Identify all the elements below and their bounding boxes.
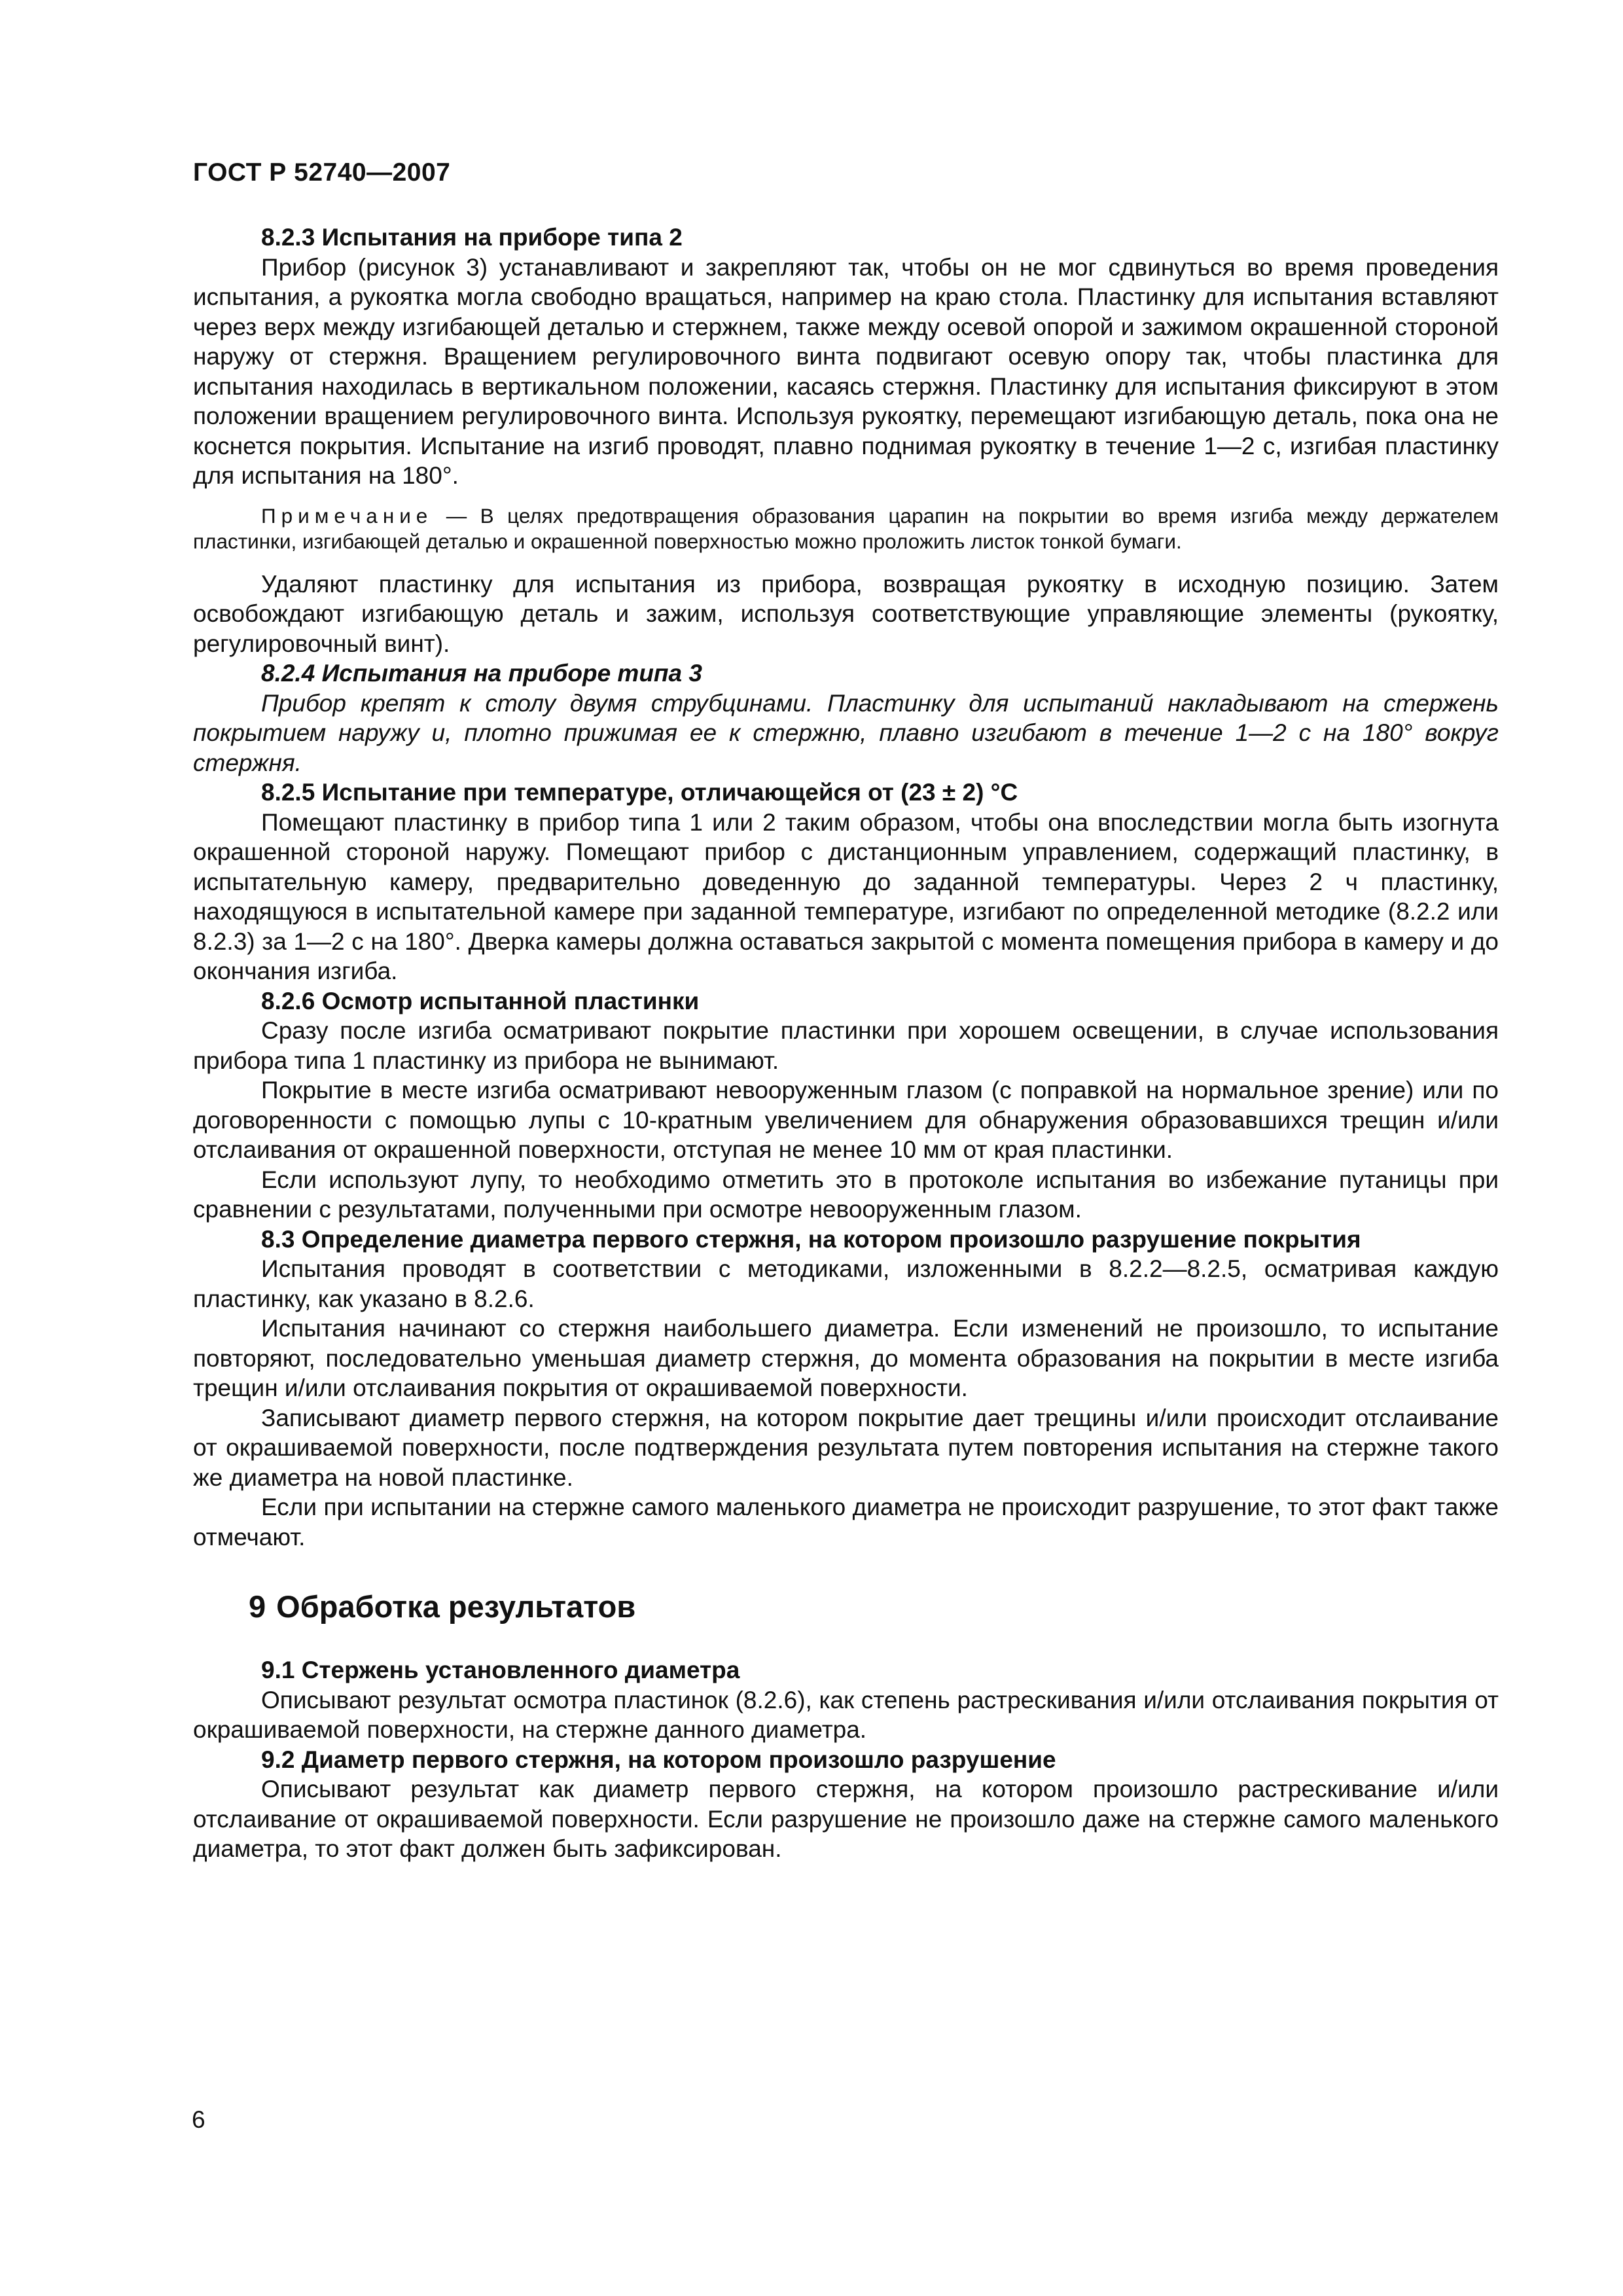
- section-8-2-5-title: 8.2.5 Испытание при температуре, отличающейся от (23 ± 2) °С: [261, 779, 1018, 806]
- section-8-3-title: 8.3 Определение диаметра первого стержня, на котором произошло разрушение покрытия: [261, 1225, 1361, 1253]
- section-8-2-6-paragraph-3: Если используют лупу, то необходимо отметить это в протоколе испытания во избежание путаницы при сравнении с результатами, полученными при осмотре невооруженным глазом.: [193, 1166, 1499, 1223]
- page-content: [193, 223, 1499, 1864]
- note-text: — В целях предотвращения образования царапин на покрытии во время изгиба между держателем пластинки, изгибающей деталью и окрашенной поверхностью можно проложить листок тонкой бумаги.: [193, 503, 1499, 553]
- section-9-2-title: 9.2 Диаметр первого стержня, на котором произошло разрушение: [261, 1746, 1056, 1773]
- chapter-title: Обработка результатов: [276, 1589, 636, 1624]
- chapter-number: 9: [249, 1589, 266, 1624]
- section-8-2-5-paragraph-1: Помещают пластинку в прибор типа 1 или 2 таким образом, чтобы она впоследствии могла быть изогнута окрашенной стороной наружу. Помещают прибор с дистанционным управлением, содержащий пластинку, в испытательную камеру, предварительно доведенную до заданной температуры. Через 2 ч пластинку, находящуюся в испытательной камере при заданной температуре, изгибают по определенной методике (8.2.2 или 8.2.3) за 1—2 с на 180°. Дверка камеры должна оставаться закрытой с момента помещения прибора в камеру и до окончания изгиба.: [193, 808, 1499, 984]
- section-9-2-paragraph-1: Описывают результат как диаметр первого стержня, на котором произошло растрескивание и/или отслаивание от окрашиваемой поверхности. Если разрушение не произошло даже на стержне самого маленького диаметра, то этот факт должен быть зафиксирован.: [193, 1776, 1499, 1862]
- section-8-3-paragraph-4: Если при испытании на стержне самого маленького диаметра не происходит разрушение, то этот факт также отмечают.: [193, 1494, 1499, 1551]
- section-8-3-paragraph-2: Испытания начинают со стержня наибольшего диаметра. Если изменений не произошло, то испытание повторяют, последовательно уменьшая диаметр стержня, до момента образования на покрытии в месте изгиба трещин и/или отслаивания покрытия от окрашиваемой поверхности.: [193, 1315, 1499, 1401]
- section-8-2-6-paragraph-2: Покрытие в месте изгиба осматривают невооруженным глазом (с поправкой на нормальное зрение) или по договоренности с помощью лупы с 10-кратным увеличением для обнаружения образовавшихся трещин и/или отслаивания от окрашенной поверхности, отступая не менее 10 мм от края пластинки.: [193, 1077, 1499, 1163]
- section-8-2-3-note: [193, 503, 1499, 554]
- section-8-2-6-title: 8.2.6 Осмотр испытанной пластинки: [261, 987, 700, 1014]
- section-8-2-3-paragraph-2: Удаляют пластинку для испытания из прибора, возвращая рукоятку в исходную позицию. Затем освобождают изгибающую деталь и зажим, используя соответствующие управляющие элементы (рукоятку, регулировочный винт).: [193, 570, 1499, 657]
- section-9-1-title: 9.1 Стержень установленного диаметра: [261, 1657, 740, 1683]
- page-number: 6: [192, 2106, 205, 2133]
- section-8-2-4-paragraph-1: Прибор крепят к столу двумя струбцинами. Пластинку для испытаний накладывают на стержень покрытием наружу и, плотно прижимая ее к стержню, плавно изгибают в течение 1—2 с на 180° вокруг стержня.: [193, 689, 1499, 776]
- document-header: ГОСТ Р 52740—2007: [193, 158, 451, 187]
- section-8-2-3-title: 8.2.3 Испытания на приборе типа 2: [261, 224, 683, 251]
- section-8-3-paragraph-1: Испытания проводят в соответствии с методиками, изложенными в 8.2.2—8.2.5, осматривая каждую пластинку, как указано в 8.2.6.: [193, 1255, 1499, 1312]
- section-8-2-6-paragraph-1: Сразу после изгиба осматривают покрытие пластинки при хорошем освещении, в случае использования прибора типа 1 пластинку из прибора не вынимают.: [193, 1017, 1499, 1074]
- chapter-9-heading: [193, 1588, 1499, 1625]
- section-8-3-paragraph-3: Записывают диаметр первого стержня, на котором покрытие дает трещины и/или происходит отслаивание от окрашиваемой поверхности, после подтверждения результата путем повторения испытания на стержне такого же диаметра на новой пластинке.: [193, 1404, 1499, 1491]
- note-label: Примечание: [261, 503, 433, 528]
- section-9-1-paragraph-1: Описывают результат осмотра пластинок (8.2.6), как степень растрескивания и/или отслаивания покрытия от окрашиваемой поверхности, на стержне данного диаметра.: [193, 1686, 1499, 1743]
- section-8-2-3-paragraph-1: Прибор (рисунок 3) устанавливают и закрепляют так, чтобы он не мог сдвинуться во время проведения испытания, а рукоятка могла свободно вращаться, например на краю стола. Пластинку для испытания вставляют через верх между изгибающей деталью и стержнем, также между осевой опорой и зажимом окрашенной стороной наружу от стержня. Вращением регулировочного винта подвигают осевую опору так, чтобы пластинка для испытания находилась в вертикальном положении, касаясь стержня. Пластинку для испытания фиксируют в этом положении вращением регулировочного винта. Используя рукоятку, перемещают изгибающую деталь, пока она не коснется покрытия. Испытание на изгиб проводят, плавно поднимая рукоятку в течение 1—2 с, изгибая пластинку для испытания на 180°.: [193, 253, 1499, 489]
- section-8-2-4-title: 8.2.4 Испытания на приборе типа 3: [261, 660, 702, 687]
